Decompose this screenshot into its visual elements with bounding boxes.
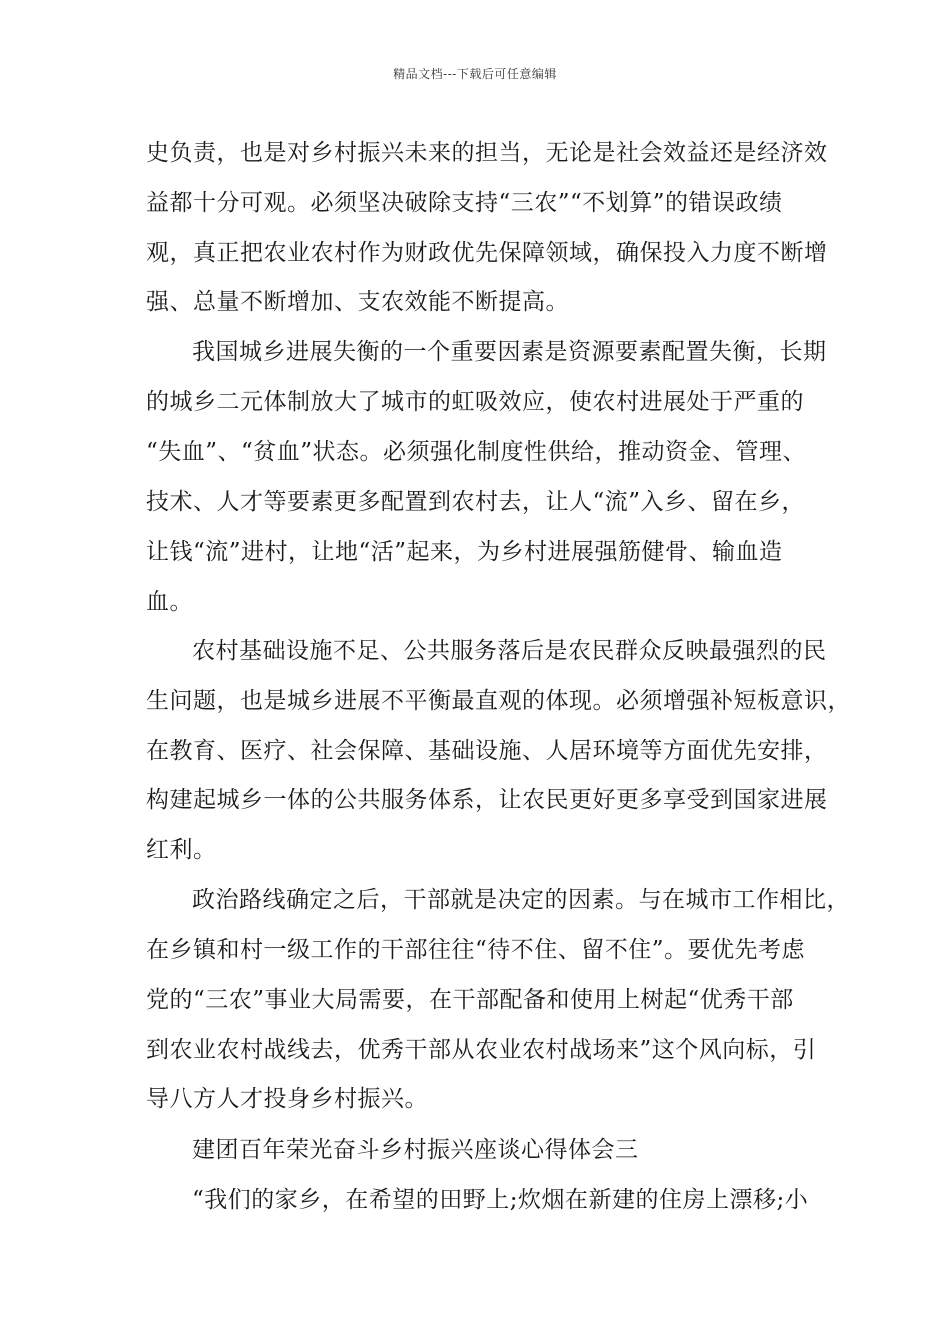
text-line: “我们的家乡，在希望的田野上;炊烟在新建的住房上漂移;小 — [192, 1187, 809, 1213]
text-line: 党的“三农”事业大局需要，在干部配备和使用上树起“优秀干部 — [146, 987, 794, 1013]
text-line: 在乡镇和村一级工作的干部往往“待不住、留不住”。要优先考虑 — [146, 937, 806, 963]
text-line: 史负责，也是对乡村振兴未来的担当，无论是社会效益还是经济效 — [146, 140, 828, 166]
text-line: 构建起城乡一体的公共服务体系，让农民更好更多享受到国家进展 — [146, 787, 828, 813]
text-line: 到农业农村战线去，优秀干部从农业农村战场来”这个风向标，引 — [146, 1037, 817, 1063]
text-line: 生问题，也是城乡进展不平衡最直观的体现。必须增强补短板意识， — [146, 688, 851, 714]
text-line: 政治路线确定之后，干部就是决定的因素。与在城市工作相比， — [192, 887, 850, 913]
text-line: 红利。 — [146, 837, 217, 863]
text-line: 我国城乡进展失衡的一个重要因素是资源要素配置失衡，长期 — [192, 339, 827, 365]
text-line: 在教育、医疗、社会保障、基础设施、人居环境等方面优先安排， — [146, 738, 828, 764]
page-header: 精品文档---下载后可任意编辑 — [393, 67, 557, 81]
text-line: 的城乡二元体制放大了城市的虹吸效应，使农村进展处于严重的 — [146, 389, 804, 415]
text-line: 技术、人才等要素更多配置到农村去，让人“流”入乡、留在乡， — [146, 489, 806, 515]
text-line: 血。 — [146, 589, 193, 615]
text-line: 强、总量不断增加、支农效能不断提高。 — [146, 289, 569, 315]
text-line: 观，真正把农业农村作为财政优先保障领域，确保投入力度不断增 — [146, 240, 828, 266]
text-line: 益都十分可观。必须坚决破除支持“三农”“不划算”的错误政绩 — [146, 190, 783, 216]
text-line: 让钱“流”进村，让地“活”起来，为乡村进展强筋健骨、输血造 — [146, 539, 783, 565]
text-line: “失血”、“贫血”状态。必须强化制度性供给，推动资金、管理、 — [146, 439, 807, 465]
text-line: 导八方人才投身乡村振兴。 — [146, 1086, 428, 1112]
section-heading: 建团百年荣光奋斗乡村振兴座谈心得体会三 — [192, 1137, 639, 1163]
text-line: 农村基础设施不足、公共服务落后是农民群众反映最强烈的民 — [192, 638, 827, 664]
